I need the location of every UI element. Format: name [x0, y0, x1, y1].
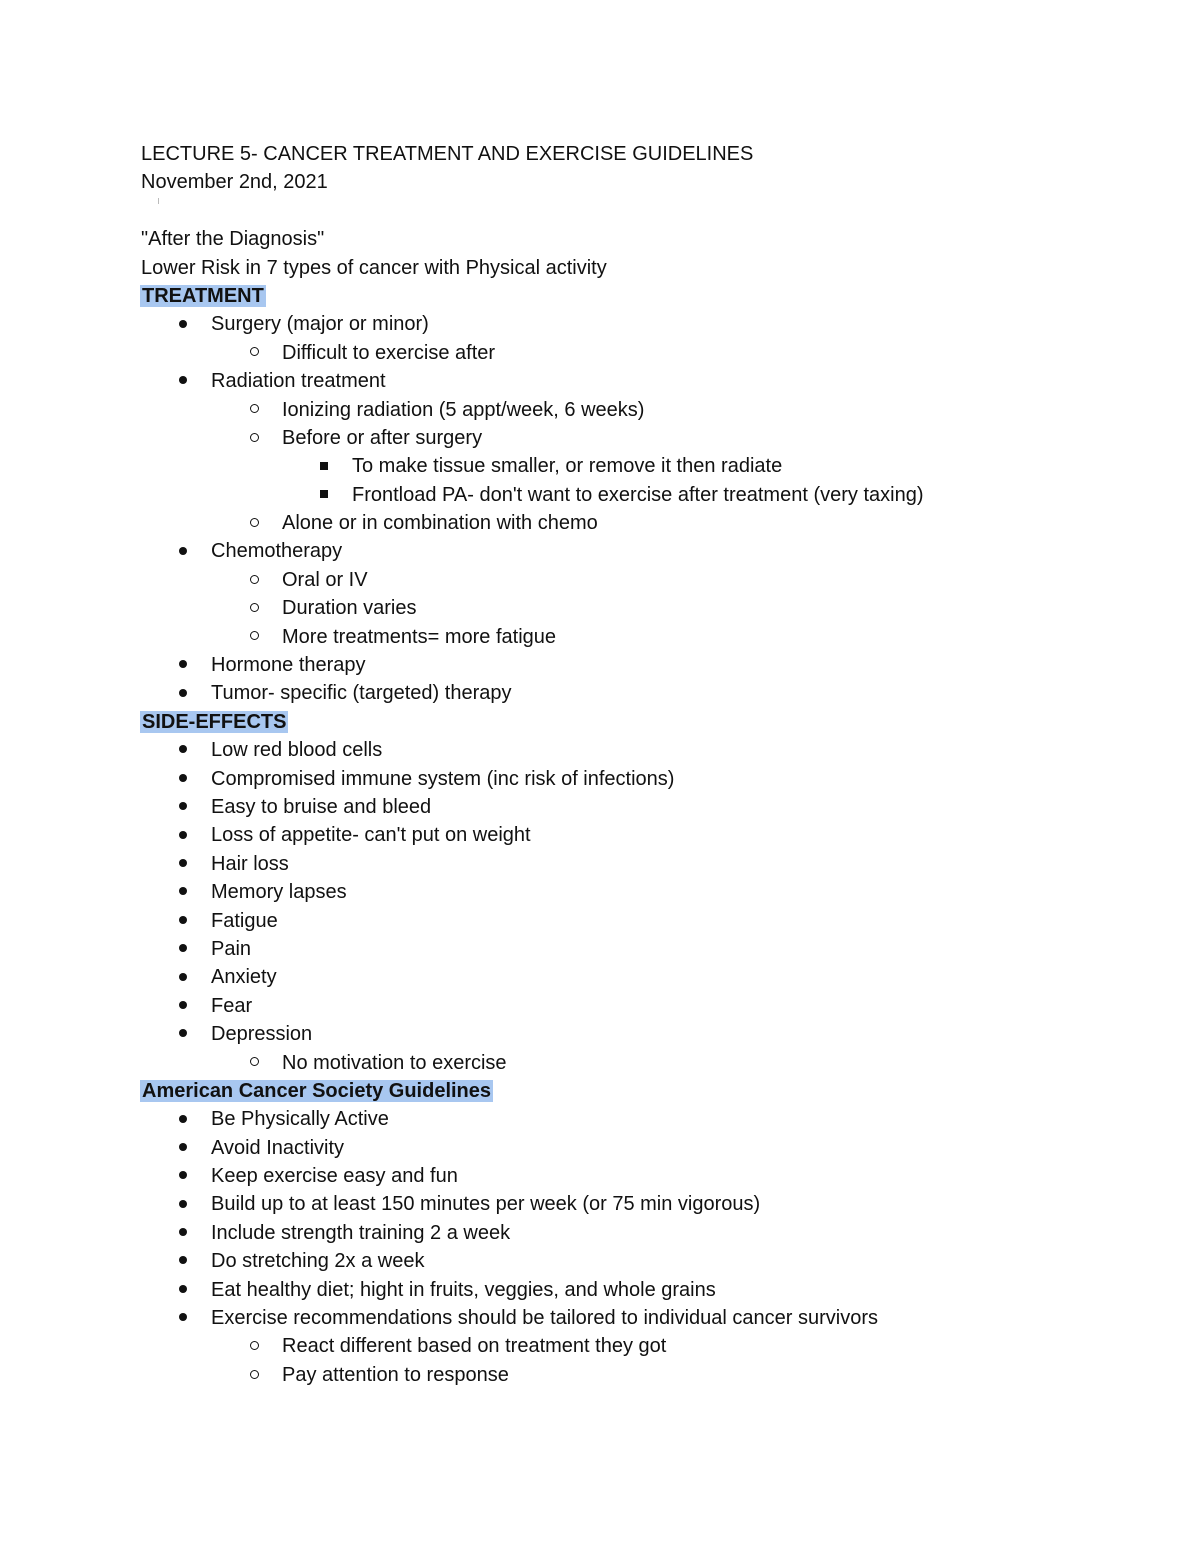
bullet-icon [179, 547, 187, 555]
list-item-text: More treatments= more fatigue [282, 625, 557, 648]
bullet-icon [179, 1313, 187, 1321]
list-item-text: No motivation to exercise [282, 1051, 507, 1074]
list-item [141, 736, 1101, 764]
list-item [141, 452, 1101, 480]
list-item-text: Eat healthy diet; hight in fruits, veggies, and whole grains [211, 1278, 716, 1301]
acs-heading-row [141, 1077, 1101, 1105]
list-item-text: Ionizing radiation (5 appt/week, 6 weeks) [282, 398, 645, 421]
list-item-text: Hair loss [211, 852, 289, 875]
bullet-icon [179, 745, 187, 753]
side-effects-heading-row [141, 708, 1101, 736]
list-item [141, 651, 1101, 679]
list-item-text: Easy to bruise and bleed [211, 795, 432, 818]
list-item-text: Surgery (major or minor) [211, 313, 429, 336]
hollow-bullet-icon [250, 433, 259, 442]
bullet-icon [179, 1228, 187, 1236]
bullet-icon [179, 973, 187, 981]
list-item [141, 481, 1101, 509]
list-item-text: Include strength training 2 a week [211, 1221, 511, 1244]
document-date: November 2nd, 2021 [141, 171, 328, 194]
list-item [141, 1361, 1101, 1389]
list-item [141, 310, 1101, 338]
bullet-icon [179, 859, 187, 867]
list-item-text: Loss of appetite- can't put on weight [211, 824, 531, 847]
hollow-bullet-icon [250, 1057, 259, 1066]
list-item-text: React different based on treatment they got [282, 1335, 667, 1358]
hollow-bullet-icon [250, 518, 259, 527]
list-item-text: Avoid Inactivity [211, 1136, 345, 1159]
treatment-heading: TREATMENT [142, 284, 264, 307]
list-item [141, 566, 1101, 594]
list-item [141, 1219, 1101, 1247]
list-item [141, 537, 1101, 565]
list-item [141, 963, 1101, 991]
list-item [141, 793, 1101, 821]
list-item [141, 1049, 1101, 1077]
list-item-text: Memory lapses [211, 881, 347, 904]
list-item [141, 396, 1101, 424]
list-item [141, 878, 1101, 906]
blank-line [141, 197, 1101, 225]
bullet-icon [179, 802, 187, 810]
list-item-text: Do stretching 2x a week [211, 1250, 425, 1273]
hollow-bullet-icon [250, 404, 259, 413]
list-item-text: Exercise recommendations should be tailored to individual cancer survivors [211, 1307, 878, 1330]
list-item [141, 1020, 1101, 1048]
list-item [141, 850, 1101, 878]
bullet-icon [179, 1171, 187, 1179]
list-item-text: Duration varies [282, 597, 417, 620]
list-item [141, 424, 1101, 452]
bullet-icon [179, 660, 187, 668]
hollow-bullet-icon [250, 631, 259, 640]
bullet-icon [179, 320, 187, 328]
list-item-text: Radiation treatment [211, 370, 386, 393]
bullet-icon [179, 916, 187, 924]
hollow-bullet-icon [250, 603, 259, 612]
intro-quote: "After the Diagnosis" [141, 228, 325, 251]
bullet-icon [179, 1200, 187, 1208]
side-effects-heading: SIDE-EFFECTS [142, 710, 287, 733]
hollow-bullet-icon [250, 347, 259, 356]
intro-risk-line: Lower Risk in 7 types of cancer with Physical activity [141, 256, 607, 279]
list-item-text: Fatigue [211, 909, 278, 932]
list-item [141, 623, 1101, 651]
bullet-icon [179, 1001, 187, 1009]
list-item-text: Alone or in combination with chemo [282, 512, 598, 535]
list-item-text: Before or after surgery [282, 426, 483, 449]
list-item [141, 935, 1101, 963]
list-item [141, 821, 1101, 849]
list-item-text: Depression [211, 1023, 313, 1046]
bullet-icon [179, 1115, 187, 1123]
list-item [141, 1105, 1101, 1133]
bullet-icon [179, 1143, 187, 1151]
bullet-icon [179, 1285, 187, 1293]
square-bullet-icon [320, 490, 328, 498]
list-item [141, 765, 1101, 793]
list-item-text: Fear [211, 994, 253, 1017]
document-page [141, 140, 1101, 1389]
treatment-heading-row [141, 282, 1101, 310]
list-item [141, 1304, 1101, 1332]
list-item [141, 339, 1101, 367]
list-item-text: To make tissue smaller, or remove it then radiate [352, 455, 783, 478]
acs-heading: American Cancer Society Guidelines [142, 1079, 492, 1102]
hollow-bullet-icon [250, 575, 259, 584]
list-item-text: Pay attention to response [282, 1363, 509, 1386]
list-item [141, 992, 1101, 1020]
list-item [141, 594, 1101, 622]
hollow-bullet-icon [250, 1341, 259, 1350]
bullet-icon [179, 1256, 187, 1264]
bullet-icon [179, 887, 187, 895]
list-item [141, 1190, 1101, 1218]
list-item-text: Hormone therapy [211, 654, 366, 677]
list-item [141, 1134, 1101, 1162]
list-item-text: Anxiety [211, 966, 277, 989]
list-item [141, 1247, 1101, 1275]
list-item [141, 367, 1101, 395]
list-item-text: Difficult to exercise after [282, 341, 496, 364]
list-item [141, 679, 1101, 707]
list-item-text: Keep exercise easy and fun [211, 1165, 458, 1188]
list-item-text: Low red blood cells [211, 739, 383, 762]
bullet-icon [179, 689, 187, 697]
list-item [141, 1162, 1101, 1190]
list-item-text: Compromised immune system (inc risk of infections) [211, 767, 675, 790]
bullet-icon [179, 944, 187, 952]
list-item-text: Oral or IV [282, 568, 368, 591]
list-item [141, 509, 1101, 537]
list-item-text: Be Physically Active [211, 1108, 389, 1131]
list-item [141, 1332, 1101, 1360]
list-item-text: Chemotherapy [211, 540, 343, 563]
list-item-text: Frontload PA- don't want to exercise after treatment (very taxing) [352, 483, 924, 506]
document-title: LECTURE 5- CANCER TREATMENT AND EXERCISE GUIDELINES [141, 143, 754, 165]
list-item-text: Build up to at least 150 minutes per week (or 75 min vigorous) [211, 1193, 761, 1216]
bullet-icon [179, 1029, 187, 1037]
bullet-icon [179, 774, 187, 782]
list-item-text: Tumor- specific (targeted) therapy [211, 682, 512, 705]
bullet-icon [179, 376, 187, 384]
square-bullet-icon [320, 462, 328, 470]
list-item [141, 907, 1101, 935]
hollow-bullet-icon [250, 1370, 259, 1379]
list-item [141, 1276, 1101, 1304]
list-item-text: Pain [211, 937, 252, 960]
bullet-icon [179, 831, 187, 839]
